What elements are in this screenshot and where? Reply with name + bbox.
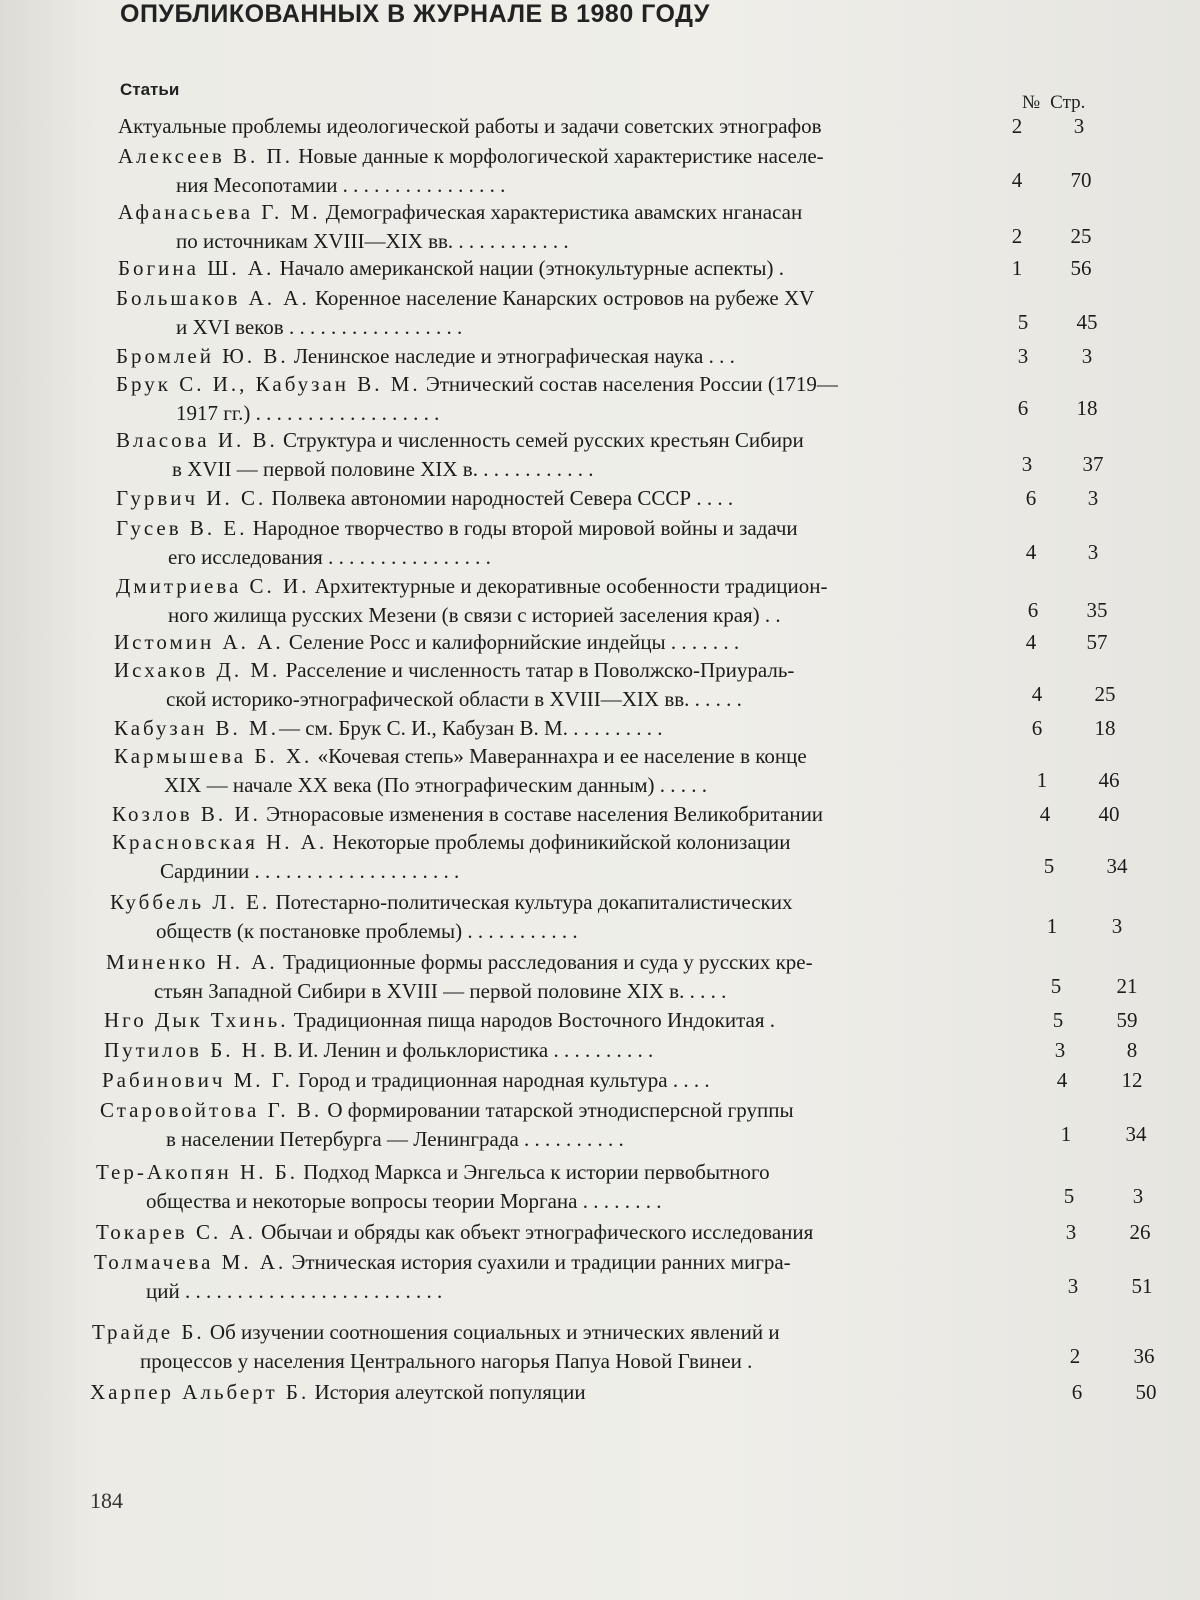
entry-line-2: в населении Петербурга — Ленинграда . . . . . . . . . . xyxy=(166,1127,624,1151)
entry-title: Ленинское наследие и этнографическая наука . . . xyxy=(288,344,735,368)
entry-author: Токарев С. А. xyxy=(96,1220,256,1244)
entry-issue-number: 1 xyxy=(1036,768,1048,792)
entry-line-2: 1917 гг.) . . . . . . . . . . . . . . . . . . xyxy=(176,401,440,425)
entry-issue-number: 5 xyxy=(1063,1184,1075,1208)
entry-author: Кабузан В. М. xyxy=(114,716,279,740)
entry-author: Бромлей Ю. В. xyxy=(116,344,289,368)
entry-author: Власова И. В. xyxy=(116,428,278,452)
entry-author: Брук С. И., Кабузан В. М. xyxy=(116,372,421,396)
entry-page-number: 25 xyxy=(1070,224,1092,248)
entry-line-1 xyxy=(118,142,824,171)
entry-page-number: 56 xyxy=(1070,256,1092,280)
entry-title: Традиционные формы расследования и суда у русских кре- xyxy=(277,950,813,974)
entry-title: Традиционная пища народов Восточного Индокитая . xyxy=(288,1008,776,1032)
entry-title: Структура и численность семей русских крестьян Сибири xyxy=(277,428,804,452)
entry-page-number: 35 xyxy=(1086,598,1108,622)
entry-issue-number: 6 xyxy=(1027,598,1039,622)
entry-title: Этнический состав населения России (1719— xyxy=(420,372,838,396)
entry-line-2: в XVII — первой половине XIX в. . . . . . . . . . . . xyxy=(172,457,594,481)
entry-line-1 xyxy=(96,1158,770,1187)
entry-author: Большаков А. А. xyxy=(116,286,310,310)
entry-author: Красновская Н. А. xyxy=(112,830,328,854)
entry-page-number: 37 xyxy=(1082,452,1104,476)
entry-line-2: стьян Западной Сибири в XVIII — первой половине XIX в. . . . . xyxy=(154,979,727,1003)
entry-issue-number: 5 xyxy=(1052,1008,1064,1032)
entry-page-number: 34 xyxy=(1106,854,1128,878)
entry-issue-number: 3 xyxy=(1021,452,1033,476)
entry-author: Куббель Л. Е. xyxy=(110,890,271,914)
entry-line-1 xyxy=(116,514,798,543)
entry-line-1 xyxy=(114,628,739,657)
entry-author: Трайде Б. xyxy=(92,1320,205,1344)
entry-line-1 xyxy=(116,370,838,399)
entry-title: Демографическая характеристика авамских нганасан xyxy=(320,200,803,224)
entry-page-number: 50 xyxy=(1135,1380,1157,1404)
entry-page-number: 3 xyxy=(1081,344,1093,368)
entry-page-number: 26 xyxy=(1129,1220,1151,1244)
entry-page-number: 59 xyxy=(1116,1008,1138,1032)
issue-column-header: № xyxy=(1022,92,1041,113)
entry-line-1 xyxy=(104,1036,653,1065)
entry-line-1 xyxy=(96,1218,813,1247)
entry-line-2: процессов у населения Центрального нагорья Папуа Новой Гвинеи . xyxy=(140,1349,753,1373)
entry-title: Архитектурные и декоративные особенности традицион- xyxy=(309,574,828,598)
entry-author: Тер-Акопян Н. Б. xyxy=(96,1160,299,1184)
entry-line-1 xyxy=(116,484,733,513)
entry-line-1 xyxy=(104,1006,775,1035)
entry-line-1 xyxy=(114,742,807,771)
entry-page-number: 34 xyxy=(1125,1122,1147,1146)
entry-line-1 xyxy=(92,1318,780,1347)
entry-line-1 xyxy=(112,800,823,829)
entry-line-1 xyxy=(116,342,735,371)
entry-issue-number: 4 xyxy=(1025,630,1037,654)
entry-line-2: обществ (к постановке проблемы) . . . . . . . . . . . xyxy=(156,919,578,943)
entry-issue-number: 4 xyxy=(1056,1068,1068,1092)
entry-issue-number: 6 xyxy=(1025,486,1037,510)
entry-title: Расселение и численность татар в Поволжско-Приураль- xyxy=(280,658,795,682)
entry-author: Дмитриева С. И. xyxy=(116,574,310,598)
entry-issue-number: 2 xyxy=(1011,114,1023,138)
entry-author: Богина Ш. А. xyxy=(118,256,275,280)
entry-page-number: 70 xyxy=(1070,168,1092,192)
entry-line-1 xyxy=(116,572,827,601)
column-headers xyxy=(1022,92,1095,114)
entry-issue-number: 3 xyxy=(1054,1038,1066,1062)
entry-page-number: 57 xyxy=(1086,630,1108,654)
entry-page-number: 45 xyxy=(1076,310,1098,334)
entry-line-1 xyxy=(112,828,791,857)
entry-issue-number: 4 xyxy=(1031,682,1043,706)
entry-issue-number: 5 xyxy=(1043,854,1055,878)
entry-title: Начало американской нации (этнокультурные аспекты) . xyxy=(274,256,784,280)
entry-author: Миненко Н. А. xyxy=(106,950,278,974)
entry-title: Народное творчество в годы второй мировой войны и задачи xyxy=(247,516,798,540)
entry-line-2: общества и некоторые вопросы теории Моргана . . . . . . . . xyxy=(146,1189,662,1213)
entry-issue-number: 6 xyxy=(1031,716,1043,740)
entry-page-number: 3 xyxy=(1132,1184,1144,1208)
entry-title: — см. Брук С. И., Кабузан В. М. . . . . . . . . . xyxy=(278,716,663,740)
entry-author: Нго Дык Тхинь. xyxy=(104,1008,289,1032)
entry-line-2: ской историко-этнографической области в XVIII—XIX вв. . . . . . xyxy=(166,687,742,711)
entry-author: Рабинович М. Г. xyxy=(102,1068,293,1092)
entry-issue-number: 1 xyxy=(1011,256,1023,280)
entry-page-number: 51 xyxy=(1131,1274,1153,1298)
entry-page-number: 21 xyxy=(1116,974,1138,998)
entry-title: Актуальные проблемы идеологической работы и задачи советских этнографов xyxy=(118,114,822,138)
entry-title: Об изучении соотношения социальных и этнических явлений и xyxy=(204,1320,780,1344)
entry-issue-number: 6 xyxy=(1071,1380,1083,1404)
entry-issue-number: 3 xyxy=(1067,1274,1079,1298)
entry-title: История алеутской популяции xyxy=(309,1380,586,1404)
entry-line-1 xyxy=(118,198,802,227)
entry-line-1 xyxy=(102,1066,710,1095)
entry-title: Селение Росс и калифорнийские индейцы . . . . . . . xyxy=(283,630,740,654)
entry-line-1 xyxy=(106,948,813,977)
entry-title: Обычаи и обряды как объект этнографического исследования xyxy=(255,1220,814,1244)
entry-title: Коренное население Канарских островов на рубеже XV xyxy=(309,286,815,310)
entry-author: Толмачева М. А. xyxy=(94,1250,287,1274)
entry-line-1 xyxy=(118,112,822,141)
page-number: 184 xyxy=(90,1488,123,1513)
entry-issue-number: 1 xyxy=(1046,914,1058,938)
entry-title: Город и традиционная народная культура . . . . xyxy=(292,1068,710,1092)
entry-issue-number: 6 xyxy=(1017,396,1029,420)
page-column-header: Стр. xyxy=(1050,92,1086,113)
entry-line-1 xyxy=(94,1248,791,1277)
entry-page-number: 18 xyxy=(1076,396,1098,420)
entry-page-number: 3 xyxy=(1111,914,1123,938)
entry-issue-number: 2 xyxy=(1011,224,1023,248)
entry-title: Полвека автономии народностей Севера СССР . . . . xyxy=(266,486,734,510)
entry-title: Подход Маркса и Энгельса к истории первобытного xyxy=(298,1160,770,1184)
entry-issue-number: 4 xyxy=(1039,802,1051,826)
entry-line-2: ния Месопотамии . . . . . . . . . . . . . . . . xyxy=(176,173,506,197)
entry-line-2: Сардинии . . . . . . . . . . . . . . . . . . . . xyxy=(160,859,460,883)
page-heading: ОПУБЛИКОВАННЫХ В ЖУРНАЛЕ В 1980 ГОДУ xyxy=(120,0,710,28)
entry-author: Гурвич И. С. xyxy=(116,486,267,510)
entry-issue-number: 3 xyxy=(1017,344,1029,368)
entry-author: Путилов Б. Н. xyxy=(104,1038,269,1062)
entry-title: Потестарно-политическая культура докапиталистических xyxy=(270,890,793,914)
entry-author: Истомин А. А. xyxy=(114,630,284,654)
entry-page-number: 40 xyxy=(1098,802,1120,826)
entry-line-1 xyxy=(114,656,794,685)
section-title: Статьи xyxy=(120,80,180,99)
entry-line-1 xyxy=(110,888,792,917)
entry-author: Гусев В. Е. xyxy=(116,516,248,540)
entry-title: «Кочевая степь» Мавераннахра и ее население в конце xyxy=(312,744,807,768)
entry-author: Кармышева Б. Х. xyxy=(114,744,313,768)
entry-author: Козлов В. И. xyxy=(112,802,261,826)
entry-author: Алексеев В. П. xyxy=(118,144,293,168)
entry-page-number: 25 xyxy=(1094,682,1116,706)
entry-title: Некоторые проблемы дофиникийской колонизации xyxy=(327,830,791,854)
entry-line-2: по источникам XVIII—XIX вв. . . . . . . . . . . . xyxy=(176,229,569,253)
entry-author: Харпер Альберт Б. xyxy=(90,1380,310,1404)
entry-issue-number: 2 xyxy=(1069,1344,1081,1368)
entry-page-number: 18 xyxy=(1094,716,1116,740)
entry-page-number: 8 xyxy=(1126,1038,1138,1062)
entry-page-number: 3 xyxy=(1087,540,1099,564)
entry-issue-number: 4 xyxy=(1011,168,1023,192)
entry-line-2: его исследования . . . . . . . . . . . . . . . . xyxy=(168,545,491,569)
entry-page-number: 12 xyxy=(1121,1068,1143,1092)
entry-author: Исхаков Д. М. xyxy=(114,658,281,682)
entry-line-2: XIX — начале XX века (По этнографическим данным) . . . . . xyxy=(164,773,708,797)
entry-line-1 xyxy=(116,284,814,313)
entry-page-number: 3 xyxy=(1073,114,1085,138)
entry-issue-number: 5 xyxy=(1050,974,1062,998)
entry-title: О формировании татарской этнодисперсной группы xyxy=(322,1098,794,1122)
entry-page-number: 36 xyxy=(1133,1344,1155,1368)
entry-line-2: ного жилища русских Мезени (в связи с историей заселения края) . . xyxy=(168,603,781,627)
entry-issue-number: 1 xyxy=(1060,1122,1072,1146)
entry-line-1 xyxy=(118,254,784,283)
entry-title: Этнорасовые изменения в составе населения Великобритании xyxy=(260,802,824,826)
entry-title: Новые данные к морфологической характеристике населе- xyxy=(292,144,824,168)
entry-line-2: и XVI веков . . . . . . . . . . . . . . . . . xyxy=(176,315,463,339)
entry-line-1 xyxy=(116,426,804,455)
entry-author: Афанасьева Г. М. xyxy=(118,200,321,224)
entry-line-1 xyxy=(90,1378,586,1407)
entry-line-1 xyxy=(114,714,662,743)
entry-page-number: 46 xyxy=(1098,768,1120,792)
entry-line-2: ций . . . . . . . . . . . . . . . . . . . . . . . . . xyxy=(146,1279,443,1303)
entry-issue-number: 5 xyxy=(1017,310,1029,334)
entry-issue-number: 3 xyxy=(1065,1220,1077,1244)
entry-title: Этническая история суахили и традиции ранних мигра- xyxy=(286,1250,791,1274)
entry-author: Старовойтова Г. В. xyxy=(100,1098,323,1122)
entry-issue-number: 4 xyxy=(1025,540,1037,564)
entry-page-number: 3 xyxy=(1087,486,1099,510)
entry-line-1 xyxy=(100,1096,794,1125)
entry-title: В. И. Ленин и фольклористика . . . . . . . . . . xyxy=(268,1038,654,1062)
